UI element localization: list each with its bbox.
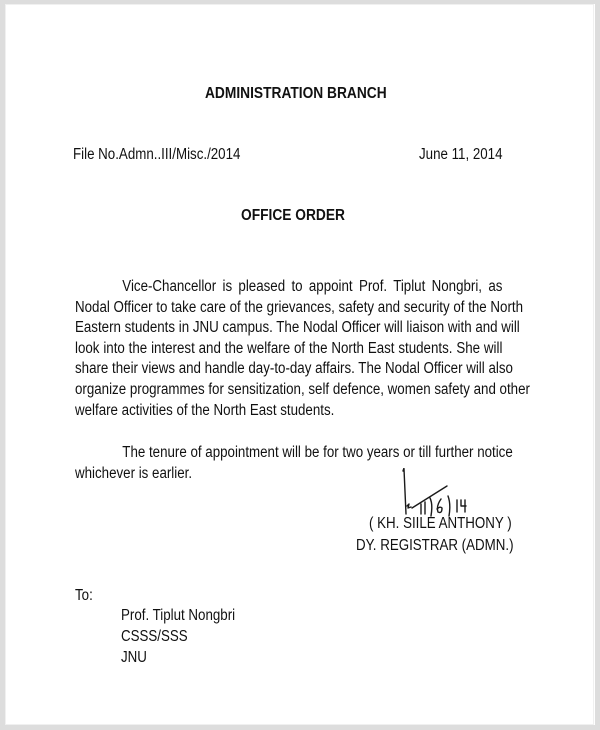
recipient-label-text: To: [75,587,93,604]
recipient-department: CSSS/SSS [121,628,188,645]
branch-heading-text: ADMINISTRATION BRANCH [205,85,387,102]
signatory-designation-text: DY. REGISTRAR (ADMN.) [356,537,514,554]
paragraph-line: share their views and handle day-to-day affairs. The Nodal Officer will also [75,360,513,378]
recipient-address-line [121,649,151,667]
document-title-text: OFFICE ORDER [241,207,345,224]
appointment-paragraph [75,277,575,421]
paragraph-line: Nodal Officer to take care of the grievances, safety and security of the North [75,298,524,316]
recipient-institution: JNU [121,649,147,666]
paragraph-line: Vice-Chancellor is pleased to appoint Prof. Tiplut Nongbri, as [122,278,503,295]
tenure-paragraph [75,443,575,484]
file-number-text: File No.Admn..III/Misc./2014 [73,146,241,163]
branch-heading [205,85,416,103]
paragraph-line: welfare activities of the North East students. [75,401,335,419]
recipient-label [75,587,96,605]
order-date-text: June 11, 2014 [419,146,503,163]
file-number [73,146,268,164]
paragraph-line: The tenure of appointment will be for two years or till further notice [122,444,513,461]
paragraph-line: look into the interest and the welfare of the North East students. She will [75,339,503,357]
recipient-address-line [121,607,254,625]
document-title [241,207,362,225]
paragraph-line: whichever is earlier. [75,464,193,482]
recipient-name: Prof. Tiplut Nongbri [121,607,236,624]
signatory-name-text: ( KH. SIILE ANTHONY ) [369,515,512,532]
handwritten-signature [395,468,495,520]
paragraph-line: Eastern students in JNU campus. The Nodal Officer will liaison with and will [75,319,520,337]
order-date [419,146,516,164]
signatory-designation [356,537,539,555]
recipient-address-line [121,628,199,646]
signatory-name [369,515,535,533]
paragraph-line: organize programmes for sensitization, self defence, women safety and other [75,380,530,398]
